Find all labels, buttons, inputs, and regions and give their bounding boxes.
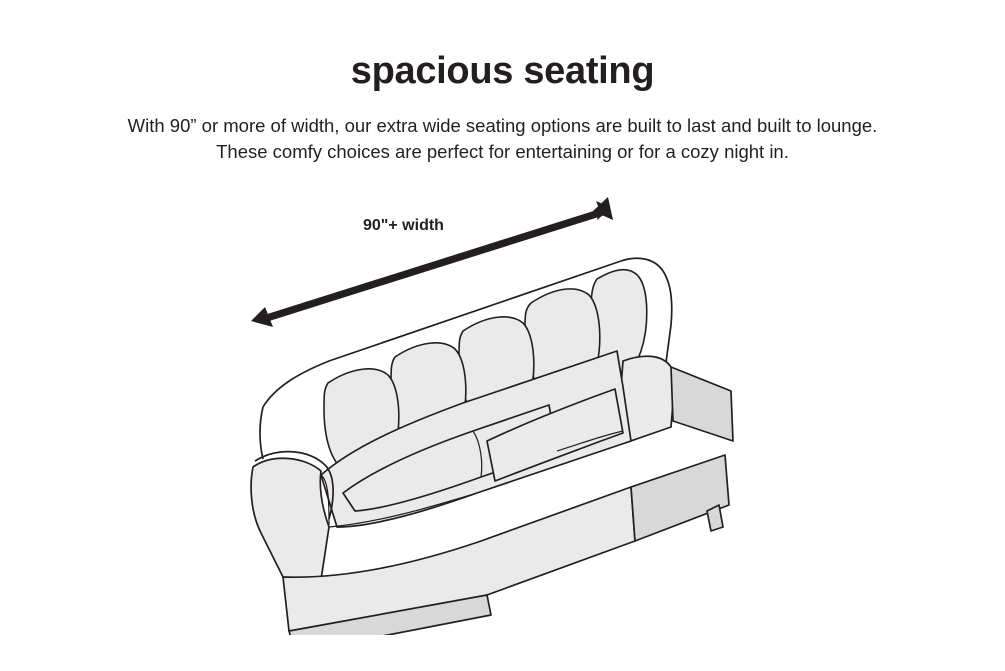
description-line-2: These comfy choices are perfect for entertaining or for a cozy night in. xyxy=(216,141,789,162)
description-line-1: With 90” or more of width, our extra wide seating options are built to last and built to lounge. xyxy=(127,115,878,136)
dimension-label: 90"+ width xyxy=(363,217,444,234)
sofa-illustration xyxy=(225,175,785,635)
page-title: spacious seating xyxy=(350,50,655,92)
description-text xyxy=(50,113,955,165)
